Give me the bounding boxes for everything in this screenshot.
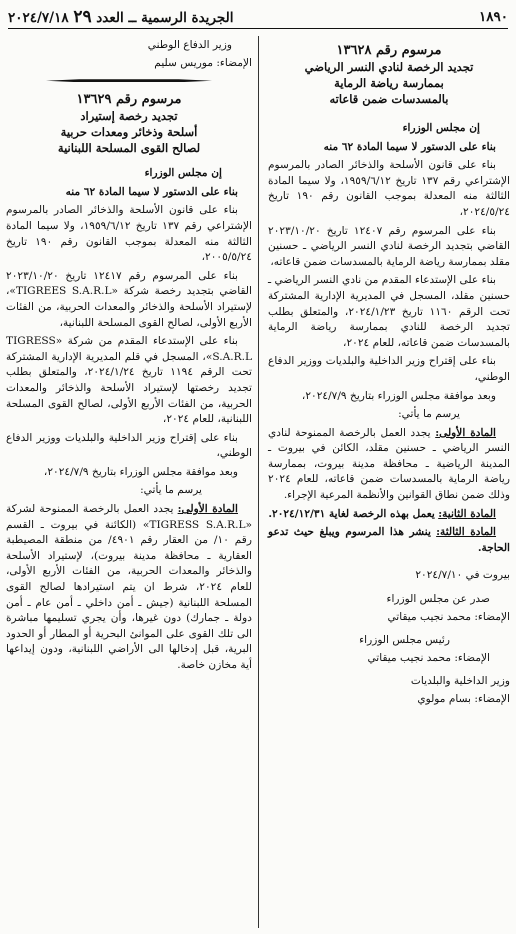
- page-header: [8, 6, 508, 29]
- article-2: [268, 507, 510, 523]
- right-column: [268, 36, 510, 930]
- decree-2-title-line-2: أسلحة وذخائر ومعدات حربية: [60, 125, 198, 140]
- recital-2: بناء على المرسوم رقم ١٢٤٠٧ تاريخ ٢٠٢٣/١٠/٢٠ القاضي بتجديد الرخصة لنادي النسر الرياضي ـ حسنين مقلد بممارسة رياضة الرماية بالمسدسات ضمن قاعاته،: [268, 224, 510, 268]
- decree-number: مرسوم رقم ١٣٦٢٨: [336, 43, 442, 58]
- recital-2-1: بناء على قانون الأسلحة والذخائر الصادر بالمرسوم الإشتراعي رقم ١٣٧ تاريخ ١٩٥٩/٦/١٢، ولا سيما المادة الثالثة منه المعدلة بموجب القانون رقم ١٩٠ تاريخ ٢٠٠٥/٥/٢٤،: [6, 204, 253, 264]
- header-publication: [8, 7, 233, 27]
- recital-4: بناء على إقتراح وزير الداخلية والبلديات ووزير الدفاع الوطني،: [268, 355, 510, 383]
- recital-2-2: بناء على المرسوم رقم ١٢٤١٧ تاريخ ٢٠٢٣/١٠/٢٠ القاضي بتجديد رخصة شركة «TIGREES S.A.R.L»، لإستيراد الأسلحة والذخائر والمعدات الحربية، من الفئات الأربع الأولى، لصالح القوى المسلحة اللبنانية،: [6, 269, 252, 329]
- decree-title-line-2: بممارسة رياضة الرماية: [334, 76, 444, 90]
- recital-2-4: بناء على إقتراح وزير الداخلية والبلديات ووزير الدفاع الوطني،: [6, 431, 252, 460]
- recital-5: وبعد موافقة مجلس الوزراء بتاريخ ٢٠٢٤/٧/٩،: [301, 389, 496, 402]
- article-1: [268, 426, 510, 504]
- signature-3-title: وزير الداخلية والبلديات: [410, 675, 510, 688]
- constitution-clause: بناء على الدستور لا سيما المادة ٦٢ منه: [323, 140, 496, 153]
- signature-2-title: رئيس مجلس الوزراء: [359, 634, 450, 647]
- minister-signature: الإمضاء: موريس سليم: [154, 56, 252, 69]
- decree-2-title-line-3: لصالح القوى المسلحة اللبنانية: [57, 141, 201, 156]
- decree-title-line-3: بالمسدسات ضمن قاعاته: [329, 92, 449, 106]
- council-heading-2: إن مجلس الوزراء: [144, 167, 222, 180]
- signature-2-name: الإمضاء: محمد نجيب ميقاتي: [367, 651, 490, 664]
- left-column: [6, 36, 252, 930]
- decree-title-line-1: تجديد الرخصة لنادي النسر الرياضي: [304, 60, 474, 74]
- header-date: ٢٠٢٤/٧/١٨: [8, 10, 69, 26]
- article-2-text: يعمل بهذه الرخصة لغاية ٢٠٢٤/١٢/٣١.: [268, 507, 435, 520]
- signature-3-name: الإمضاء: بسام مولوي: [417, 693, 510, 705]
- publication-name: الجريدة الرسمية ــ العدد: [96, 10, 234, 26]
- article-3-label: المادة الثالثة:: [436, 526, 497, 539]
- recital-1: بناء على قانون الأسلحة والذخائر الصادر بالمرسوم الإشتراعي رقم ١٣٧ تاريخ ١٩٥٩/٦/١٢، ولا سيما المادة الثالثة منه المعدلة بموجب القانون رقم ١٩٠ تاريخ ٢٠٢٤/٥/٢٤،: [268, 159, 510, 218]
- decrees-line-2: يرسم ما يأتي:: [140, 484, 202, 497]
- decree-2-title-line-1: تجديد رخصة إستيراد: [80, 109, 178, 124]
- signature-1-title: صدر عن مجلس الوزراء: [386, 593, 490, 606]
- place-date: بيروت في ٢٠٢٤/٧/١٠: [415, 569, 510, 582]
- minister-title: وزير الدفاع الوطني: [147, 39, 232, 51]
- section-separator: [46, 75, 212, 85]
- recital-2-3: بناء على الإستدعاء المقدم من شركة «TIGRESS S.A.R.L»، المسجل في قلم المديرية الإدارية المشتركة تحت الرقم ١١٩٤ تاريخ ٢٠٢٤/١/٢٤، والمتعلق بطلب تجديد رخصتها لإستيراد الأسلحة والذخائر والمعدات الحربية، من الفئات الأربع الأولى، لصالح القوى المسلحة اللبنانية، للعام ٢٠٢٤،: [6, 335, 252, 426]
- article-2-1-text: يجدد العمل بالرخصة الممنوحة لشركة «TIGRESS S.A.R.L» (الكائنة في بيروت ـ القسم رقم ١٠/ من العقار رقم ٤٩٠١/ من منطقة المصيطبة العقارية ـ محافظة مدينة بيروت)، لإستيراد الأسلحة والذخائر والمعدات الحربية، من الفئات الأربع الأولى، للعام ٢٠٢٤، شرط ان يتم استيرادها لصالح القوى المسلحة اللبنانية (جيش ـ أمن داخلي ـ أمن عام ـ أمن دولة ـ جمارك) دون غيرها، وأن يجري تسليمها مباشرة الى تلك القوى على الموانئ البحرية أو المطار أو الحدود البرية، قبل إدخالها الى الأراضي اللبنانية، ودون إيداعها أية مخازن خاصة.: [6, 503, 253, 671]
- article-2-1-label: المادة الأولى:: [177, 503, 238, 516]
- article-3-text: ينشر هذا المرسوم ويبلغ حيث تدعو الحاجة.: [268, 526, 510, 554]
- constitution-clause-2: بناء على الدستور لا سيما المادة ٦٢ منه: [65, 185, 238, 198]
- article-2-label: المادة الثانية:: [438, 507, 496, 520]
- article-3: [268, 525, 510, 556]
- decrees-line: يرسم ما يأتي:: [398, 408, 460, 421]
- article-1-label: المادة الأولى:: [435, 426, 496, 439]
- recital-2-5: وبعد موافقة مجلس الوزراء بتاريخ ٢٠٢٤/٧/٩،: [43, 465, 238, 478]
- page-number: ١٨٩٠: [478, 9, 508, 25]
- council-heading: إن مجلس الوزراء: [402, 122, 480, 134]
- article-1-text: يجدد العمل بالرخصة الممنوحة لنادي النسر الرياضي ـ حسنين مقلد، الكائن في بيروت ـ المدينة الرياضية ـ محافظة مدينة بيروت، بممارسة رياضة الرماية بالمسدسات ضمن قاعاته، للعام ٢٠٢٤ وذلك ضمن نطاق القوانين والأنظمة المرعية الإجراء.: [268, 426, 510, 502]
- article-2-1: [6, 502, 252, 674]
- decree-number-2: مرسوم رقم ١٣٦٢٩: [76, 92, 182, 108]
- recital-3: بناء على الإستدعاء المقدم من نادي النسر الرياضي ـ حسنين مقلد، المسجل في المديرية الإدارية المشتركة تحت الرقم ١١٦٠ تاريخ ٢٠٢٤/١/٢٣، والمتعلق بطلب تجديد الرخصة للنادي بممارسة رياضة الرماية بالمسدسات ضمن قاعاته، للعام ٢٠٢٤،: [268, 274, 510, 349]
- column-divider: [258, 36, 259, 928]
- signature-1-name: الإمضاء: محمد نجيب ميقاتي: [387, 610, 510, 623]
- issue-number: ٢٩: [73, 7, 92, 27]
